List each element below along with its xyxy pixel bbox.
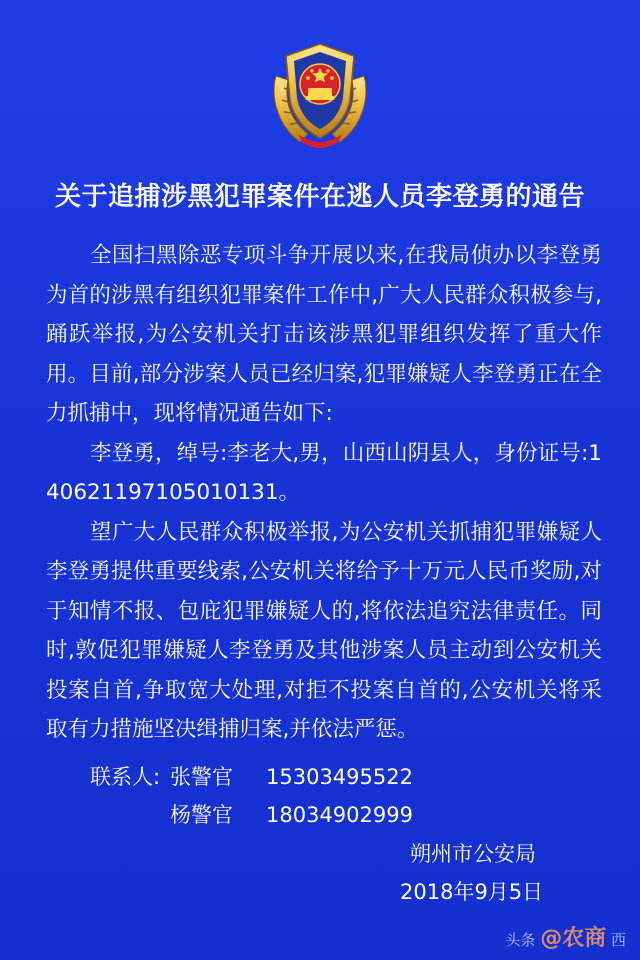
- paragraph-suspect-info: 李登勇，绰号:李老大,男，山西山阴县人，身份证号:140621197105010131。: [46, 440, 602, 505]
- watermark: [505, 921, 626, 952]
- watermark-prefix: 头条: [505, 931, 536, 949]
- watermark-brand: @农商: [540, 926, 607, 951]
- contact-name: 杨警官: [170, 803, 233, 827]
- paragraph-intro: 全国扫黑除恶专项斗争开展以来,在我局侦办以李登勇为首的涉黑有组织犯罪案件工作中,广大人民群众积极参与,踊跃举报,为公安机关打击该涉黑犯罪组织发挥了重大作用。目前,部分涉案人员已经归案,犯罪嫌疑人李登勇正在全力抓捕中，现将情况通告如下:: [46, 243, 602, 426]
- issuer-name: 朔州市公安局: [410, 842, 536, 866]
- contact-row: [90, 758, 413, 796]
- watermark-suffix: 西: [610, 931, 626, 949]
- police-emblem-icon: [268, 38, 372, 150]
- contact-phone: 15303495522: [266, 765, 413, 789]
- contact-row: [90, 796, 413, 834]
- issue-date: 2018年9月5日: [400, 880, 544, 904]
- contact-name: 张警官: [170, 765, 233, 789]
- contact-label: 联系人:: [90, 765, 161, 789]
- contact-list: [90, 758, 413, 834]
- contact-phone: 18034902999: [266, 803, 413, 827]
- paragraph-appeal: 望广大人民群众积极举报,为公安机关抓捕犯罪嫌疑人李登勇提供重要线索,公安机关将给予十万元人民币奖励,对于知情不报、包庇犯罪嫌疑人的,将依法追究法律责任。同时,敦促犯罪嫌疑人李登勇及其他涉案人员主动到公安机关投案自首,争取宽大处理,对拒不投案自首的,公安机关将采取有力措施坚决缉捕归案,并依法严惩。: [46, 519, 602, 742]
- notice-body: [46, 236, 602, 750]
- notice-title: 关于追捕涉黑犯罪案件在逃人员李登勇的通告: [54, 182, 585, 212]
